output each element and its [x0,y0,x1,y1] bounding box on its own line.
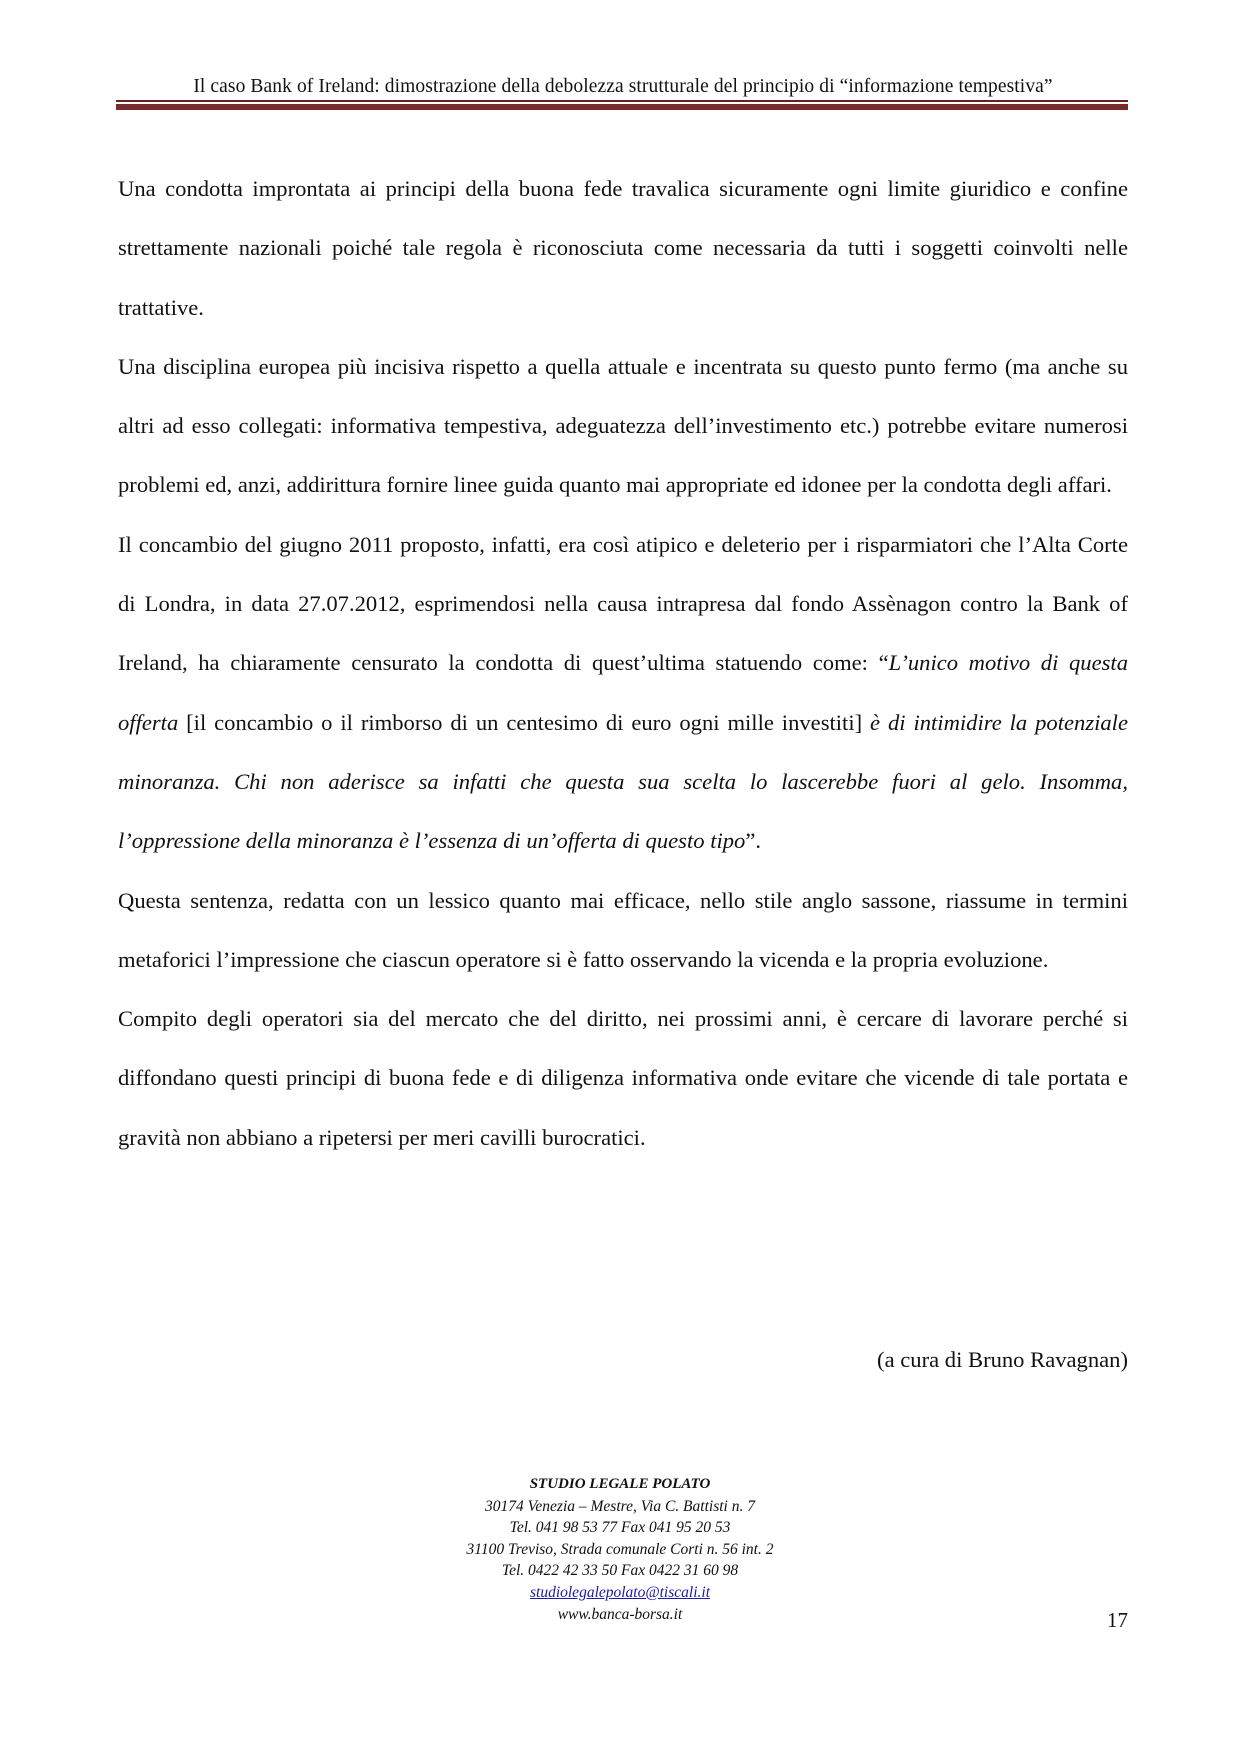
court-quote-2: è di intimidire la potenziale minoranza. Chi non aderisce sa infatti che questa sua scelta lo lascerebbe fuori al gelo. Insomma, l’oppressione della minoranza è l’essenza di un’offerta di questo tipo [118,709,1128,854]
footer-firm-name: STUDIO LEGALE POLATO [529,1476,711,1492]
paragraph-1: Una condotta improntata ai principi della buona fede travalica sicuramente ogni limite giuridico e confine strettamente nazionali poiché tale regola è riconosciuta come necessaria da tutti i soggetti coinvolti nelle trattative. [118,176,1128,320]
footer-email-link[interactable]: studiolegalepolato@tiscali.it [529,1583,710,1601]
paragraph-5: Compito degli operatori sia del mercato che del diritto, nei prossimi anni, è cercare di lavorare perché si diffondano questi principi di buona fede e di diligenza informativa onde evitare che vicende di tale portata e gravità non abbiano a ripetersi per meri cavilli burocratici. [118,1006,1128,1150]
footer-phone-venezia: Tel. 041 98 53 77 Fax 041 95 20 53 [509,1519,731,1537]
paragraph-2: Una disciplina europea più incisiva rispetto a quella attuale e incentrata su questo punto fermo (ma anche su altri ad esso collegati: informativa tempestiva, adeguatezza dell’investimento etc.) potrebbe evitare numerosi problemi ed, anzi, addirittura fornire linee guida quanto mai appropriate ed idonee per la condotta degli affari. [118,353,1128,498]
body-text [118,159,1128,1167]
running-header: Il caso Bank of Ireland: dimostrazione della debolezza strutturale del principio di “informazione tempestiva” [193,76,1053,97]
footer-website: www.banca-borsa.it [557,1605,683,1623]
header-rule-thick [116,104,1128,110]
paragraph-3-part-1: Il concambio del giugno 2011 proposto, infatti, era così atipico e deleterio per i risparmiatori che l’Alta Corte di Londra, in data 27.07.2012, esprimendosi nella causa intrapresa dal fondo Assènagon contro la Bank of Ireland, ha chiaramente censurato la condotta di quest’ultima statuendo come: “ [118,531,1128,676]
footer-address-venezia: 30174 Venezia – Mestre, Via C. Battisti n. 7 [485,1497,755,1515]
footer-address-treviso: 31100 Treviso, Strada comunale Corti n. 56 int. 2 [466,1540,774,1558]
paragraph-3 [118,515,1128,871]
author-signature: (a cura di Bruno Ravagnan) [877,1347,1128,1372]
court-quote-1: L’unico motivo di questa offerta [118,650,1128,735]
header-rule-thin [116,100,1128,102]
paragraph-3-part-3: ”. [745,828,762,854]
paragraph-3-part-2: [il concambio o il rimborso di un centesimo di euro ogni mille investiti] [178,709,871,735]
paragraph-4: Questa sentenza, redatta con un lessico quanto mai efficace, nello stile anglo sassone, riassume in termini metaforici l’impressione che ciascun operatore si è fatto osservando la vicenda e la propria evoluzione. [118,887,1128,972]
footer-phone-treviso: Tel. 0422 42 33 50 Fax 0422 31 60 98 [501,1562,739,1580]
footer [320,1474,920,1625]
page-number: 17 [1107,1608,1128,1632]
